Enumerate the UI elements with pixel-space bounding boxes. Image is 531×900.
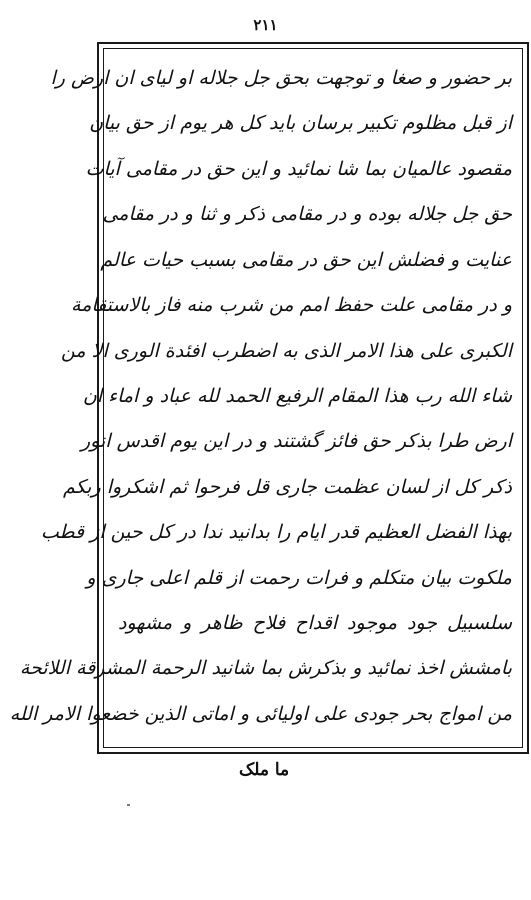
stray-ink-mark xyxy=(127,804,130,806)
manuscript-inner-frame xyxy=(9,48,523,748)
text-line: بهذا الفضل العظیم قدر ایام را بدانید ندا در کل حین از قطب xyxy=(40,521,512,544)
text-line: بامشش اخذ نمائید و بذکرش بما شانید الرحمة المشرقة اللائحة xyxy=(19,657,512,680)
text-line: من امواج بحر جودی علی اولیائی و اماتی الذین خضعوا الامر الله xyxy=(9,702,512,725)
manuscript-frame xyxy=(9,42,529,754)
text-line: حق جل جلاله بوده و در مقامی ذکر و ثنا و در مقامی xyxy=(102,203,512,226)
text-line: بر حضور و صغا و توجهت بحق جل جلاله او لیای ان ارض را xyxy=(50,67,512,89)
manuscript-text-block xyxy=(9,67,512,737)
text-line: ذکر کل از لسان عظمت جاری قل فرحوا ثم اشکروا ربکم xyxy=(63,475,512,498)
text-line: از قبل مظلوم تکبیر برسان باید کل هر یوم از حق بیان xyxy=(89,112,512,135)
text-line: الکبری علی هذا الامر الذی به اضطرب افئدة الوری الا من xyxy=(60,339,512,362)
text-line: سلسبیل جود موجود اقداح فلاح ظاهر و مشهود xyxy=(118,612,512,635)
text-line: شاء الله رب هذا المقام الرفیع الحمد لله عباد و اماء ان xyxy=(82,384,512,407)
text-line: مقصود عالمیان بما شا نمائید و این حق در مقامی آیات xyxy=(85,157,512,180)
text-line: ارض طرا بذکر حق فائز گشتند و در این یوم اقدس انور xyxy=(81,430,512,453)
text-line: ملکوت بیان متکلم و فرات رحمت از قلم اعلی جاری و xyxy=(86,566,512,589)
text-line: و در مقامی علت حفظ امم من شرب منه فاز بالاستقامة xyxy=(71,294,512,317)
page-number: ۲۱۱ xyxy=(253,16,278,34)
text-line: عنایت و فضلش این حق در مقامی بسبب حیات عالم xyxy=(100,248,512,271)
catchword: ما ملک xyxy=(239,760,290,780)
